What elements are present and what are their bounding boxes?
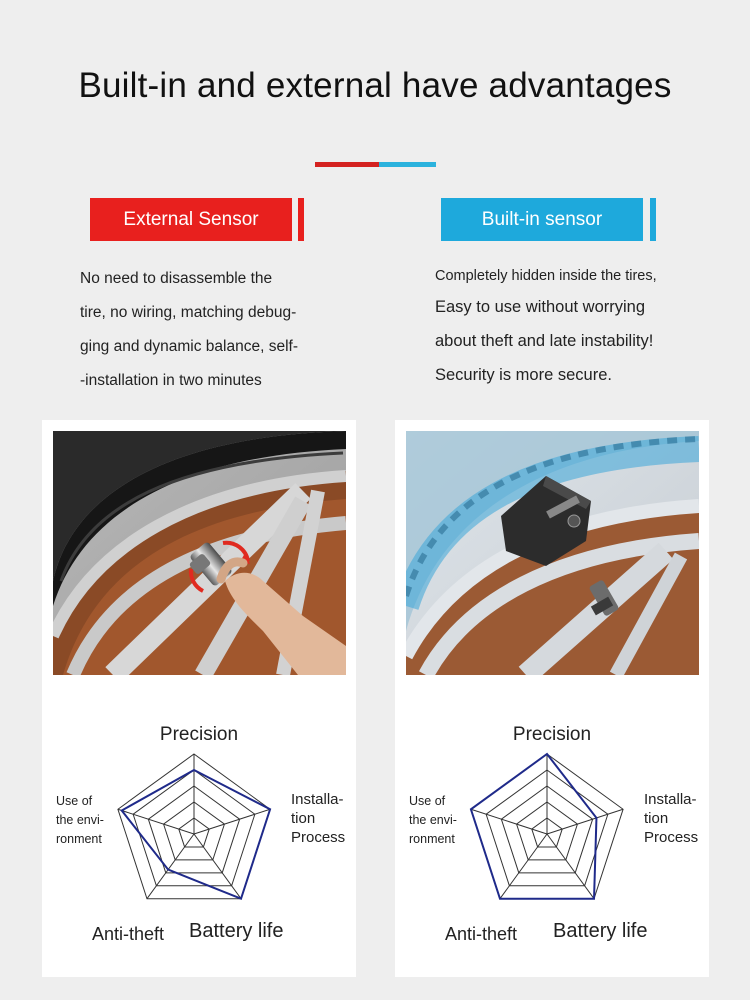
external-sensor-photo bbox=[53, 431, 346, 675]
radar-axis bbox=[147, 834, 194, 899]
builtin-description-line: about theft and late instability! bbox=[435, 332, 654, 350]
builtin-sensor-photo bbox=[406, 431, 699, 675]
radar-label-environment bbox=[56, 792, 126, 849]
radar-label-environment-line: Use of bbox=[409, 794, 446, 808]
radar-label-environment-line: ronment bbox=[409, 832, 455, 846]
radar-label-environment-line: the envi- bbox=[409, 813, 457, 827]
radar-label-anti-theft: Anti-theft bbox=[445, 924, 518, 944]
external-description-line: tire, no wiring, matching debug- bbox=[80, 304, 297, 321]
external-description bbox=[80, 262, 350, 398]
radar-label-installation bbox=[644, 790, 714, 847]
external-description-line: -installation in two minutes bbox=[80, 372, 262, 389]
radar-axis bbox=[547, 809, 623, 834]
radar-label-installation-line: Process bbox=[644, 829, 699, 846]
radar-label-installation-line: Installa- bbox=[644, 791, 697, 808]
radar-label-installation-line: Process bbox=[291, 829, 346, 846]
radar-label-installation-line: tion bbox=[291, 810, 316, 827]
radar-axis bbox=[547, 834, 594, 899]
radar-label-anti-theft: Anti-theft bbox=[92, 924, 165, 944]
radar-axis bbox=[500, 834, 547, 899]
divider-red-segment bbox=[315, 162, 379, 167]
radar-label-environment-line: Use of bbox=[56, 794, 93, 808]
radar-label-environment-line: ronment bbox=[56, 832, 102, 846]
external-radar-chart bbox=[42, 710, 356, 977]
builtin-badge-accent-bar bbox=[650, 198, 656, 241]
external-sensor-card bbox=[42, 420, 356, 977]
radar-axis bbox=[194, 809, 270, 834]
external-badge-accent-bar bbox=[298, 198, 304, 241]
external-sensor-badge: External Sensor bbox=[90, 198, 292, 241]
external-description-line: ging and dynamic balance, self- bbox=[80, 338, 298, 355]
radar-label-battery-life: Battery life bbox=[189, 920, 284, 942]
radar-label-precision: Precision bbox=[159, 724, 239, 745]
builtin-description bbox=[435, 262, 735, 392]
page-title: Built-in and external have advantages bbox=[78, 66, 672, 105]
external-description-line: No need to disassemble the bbox=[80, 270, 273, 287]
divider-blue-segment bbox=[379, 162, 436, 167]
builtin-radar-chart bbox=[395, 710, 709, 977]
builtin-description-line: Security is more secure. bbox=[435, 366, 612, 384]
builtin-description-intro: Completely hidden inside the tires, bbox=[435, 268, 657, 284]
builtin-description-line: Easy to use without worrying bbox=[435, 298, 646, 316]
radar-axis bbox=[471, 809, 547, 834]
builtin-sensor-badge: Built-in sensor bbox=[441, 198, 643, 241]
radar-label-installation bbox=[291, 790, 361, 847]
radar-label-installation-line: Installa- bbox=[291, 791, 344, 808]
radar-label-battery-life: Battery life bbox=[553, 920, 648, 942]
radar-label-environment-line: the envi- bbox=[56, 813, 104, 827]
radar-label-installation-line: tion bbox=[644, 810, 669, 827]
title-divider bbox=[315, 162, 436, 167]
builtin-sensor-card bbox=[395, 420, 709, 977]
radar-label-environment bbox=[409, 792, 479, 849]
radar-label-precision: Precision bbox=[512, 724, 592, 745]
